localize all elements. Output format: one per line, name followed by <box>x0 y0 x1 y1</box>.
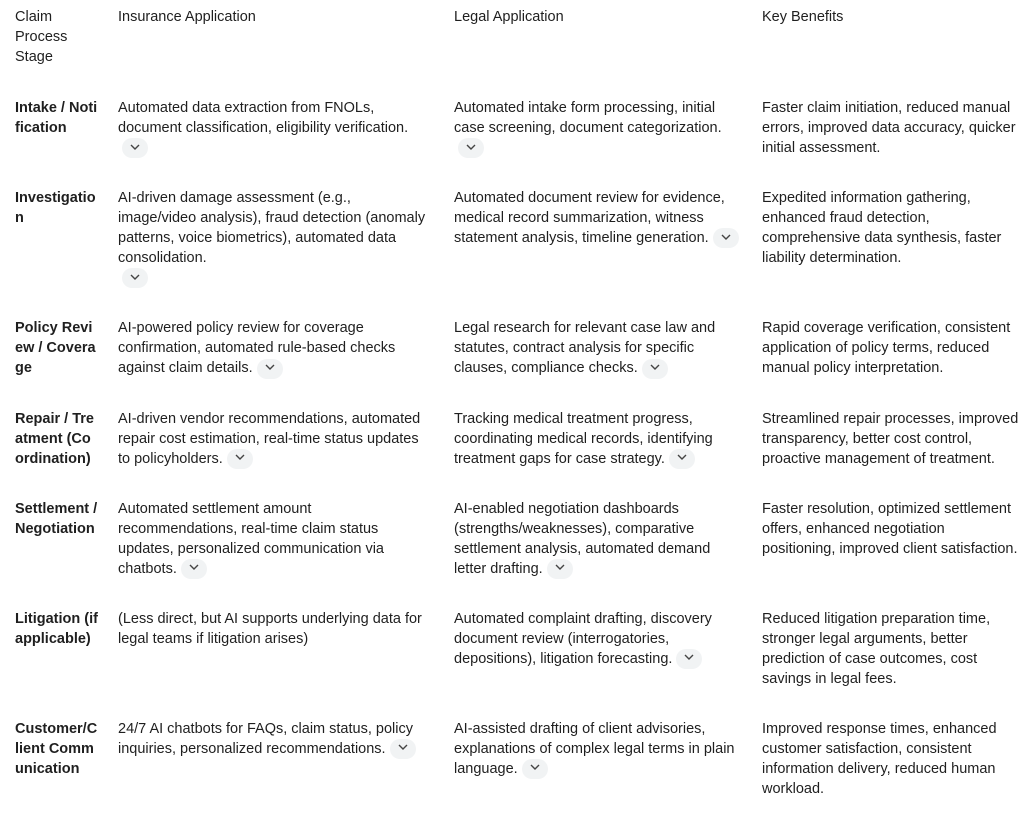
stage-cell: Customer/Client Communication <box>15 720 98 777</box>
insurance-cell: Automated settlement amount recommendations, real-time claim status updates, personalized communication via chatbots. <box>104 499 440 609</box>
legal-cell: Automated document review for evidence, medical record summarization, witness statement analysis, timeline generation. <box>440 188 748 318</box>
expand-chevron-icon[interactable] <box>676 649 702 669</box>
benefits-cell: Reduced litigation preparation time, stronger legal arguments, better prediction of case outcomes, cost savings in legal fees. <box>762 610 991 687</box>
stage-cell: Investigation <box>15 190 96 227</box>
table-row <box>0 188 1024 318</box>
benefits-cell: Streamlined repair processes, improved transparency, better cost control, proactive management of treatment. <box>762 410 1019 467</box>
expand-chevron-icon[interactable] <box>547 559 573 579</box>
legal-cell: AI-enabled negotiation dashboards (strengths/weaknesses), comparative settlement analysis, automated demand letter drafting. <box>440 499 748 609</box>
expand-chevron-icon[interactable] <box>713 228 739 248</box>
table-row <box>0 719 1024 829</box>
benefits-cell: Expedited information gathering, enhanced fraud detection, comprehensive data synthesis, faster liability determination. <box>762 190 1002 267</box>
header-insurance: Insurance Application <box>118 9 256 25</box>
benefits-cell: Faster claim initiation, reduced manual errors, improved data accuracy, quicker initial assessment. <box>762 100 1016 156</box>
expand-chevron-icon[interactable] <box>227 449 253 469</box>
expand-chevron-icon[interactable] <box>122 268 148 288</box>
expand-chevron-icon[interactable] <box>181 559 207 579</box>
stage-cell: Intake / Notification <box>15 100 98 136</box>
insurance-cell: AI-driven damage assessment (e.g., image/video analysis), fraud detection (anomaly patterns, voice biometrics), automated data consolidation. <box>104 188 440 318</box>
expand-chevron-icon[interactable] <box>642 359 668 379</box>
header-stage: Claim Process Stage <box>15 9 68 65</box>
stage-cell: Repair / Treatment (Coordination) <box>15 410 94 467</box>
legal-cell: Tracking medical treatment progress, coordinating medical records, identifying treatment gaps for case strategy. <box>440 409 748 499</box>
legal-cell: Automated intake form processing, initial case screening, document categorization. <box>440 98 748 188</box>
legal-cell: AI-assisted drafting of client advisories, explanations of complex legal terms in plain language. <box>440 719 748 829</box>
table-header-row <box>0 0 1024 98</box>
insurance-cell: (Less direct, but AI supports underlying data for legal teams if litigation arises) <box>118 610 422 647</box>
stage-cell: Policy Review / Coverage <box>15 320 96 377</box>
legal-cell: Legal research for relevant case law and statutes, contract analysis for specific clauses, compliance checks. <box>440 318 748 408</box>
expand-chevron-icon[interactable] <box>522 759 548 779</box>
insurance-cell: Automated data extraction from FNOLs, document classification, eligibility verification. <box>104 98 440 188</box>
insurance-cell: AI-driven vendor recommendations, automated repair cost estimation, real-time status updates to policyholders. <box>104 409 440 499</box>
header-legal: Legal Application <box>454 9 564 25</box>
benefits-cell: Improved response times, enhanced customer satisfaction, consistent information delivery, reduced human workload. <box>762 720 997 797</box>
benefits-cell: Faster resolution, optimized settlement offers, enhanced negotiation positioning, improved client satisfaction. <box>762 500 1018 557</box>
table-row <box>0 499 1024 609</box>
expand-chevron-icon[interactable] <box>669 449 695 469</box>
table-row <box>0 98 1024 188</box>
legal-cell: Automated complaint drafting, discovery document review (interrogatories, depositions), litigation forecasting. <box>440 609 748 719</box>
expand-chevron-icon[interactable] <box>257 359 283 379</box>
table-row <box>0 609 1024 719</box>
benefits-cell: Rapid coverage verification, consistent application of policy terms, reduced manual policy interpretation. <box>762 320 1011 377</box>
insurance-cell: AI-powered policy review for coverage confirmation, automated rule-based checks against claim details. <box>104 318 440 408</box>
stage-cell: Litigation (if applicable) <box>15 610 98 647</box>
insurance-cell: 24/7 AI chatbots for FAQs, claim status, policy inquiries, personalized recommendations. <box>104 719 440 829</box>
header-benefits: Key Benefits <box>762 9 844 25</box>
expand-chevron-icon[interactable] <box>458 138 484 158</box>
stage-cell: Settlement / Negotiation <box>15 500 98 537</box>
table-row <box>0 409 1024 499</box>
table-row <box>0 318 1024 408</box>
expand-chevron-icon[interactable] <box>122 138 148 158</box>
expand-chevron-icon[interactable] <box>390 739 416 759</box>
